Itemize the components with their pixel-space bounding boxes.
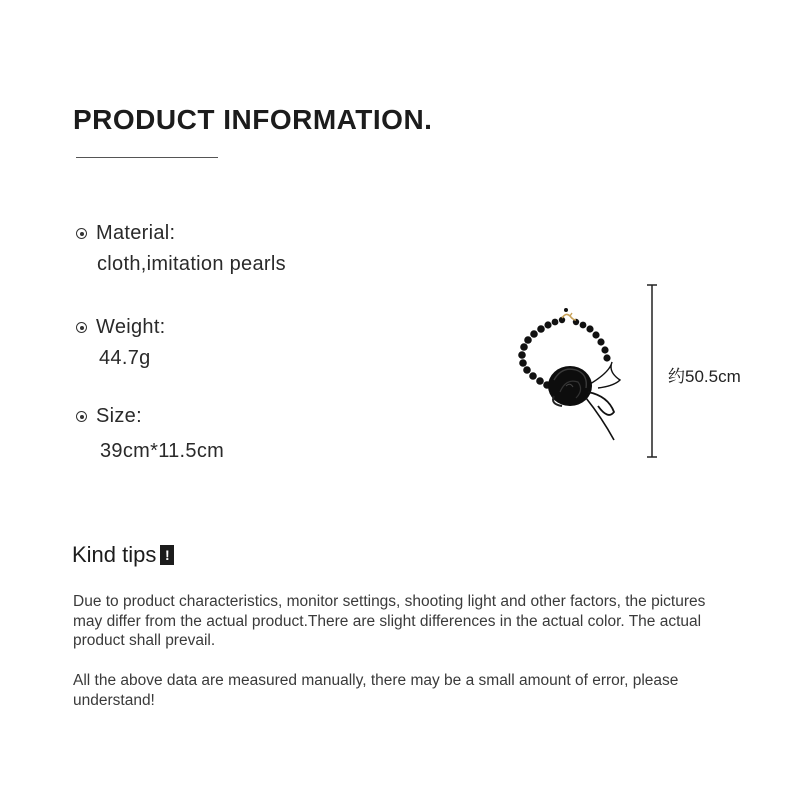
title-underline: [76, 157, 218, 158]
measurement-note-paragraph: All the above data are measured manually, there may be a small amount of error, please understand!: [73, 672, 679, 709]
spec-value: 39cm*11.5cm: [100, 440, 225, 462]
page-title: PRODUCT INFORMATION.: [73, 104, 433, 135]
spec-value: cloth,imitation pearls: [97, 253, 286, 275]
spec-value: 44.7g: [99, 347, 151, 369]
product-image-rose-choker: [510, 300, 650, 450]
warning-icon: !: [160, 545, 174, 565]
disclaimer-paragraph: Due to product characteristics, monitor settings, shooting light and other factors, the pictures may differ from the actual product.There are slight differences in the actual color. The actual product shall prevail.: [73, 593, 706, 649]
spec-label: Size:: [96, 405, 142, 427]
kind-tips-heading: [72, 542, 174, 568]
spec-material: [76, 222, 286, 276]
bullet-icon: [76, 411, 87, 422]
spec-label: Material:: [96, 222, 176, 244]
measurement-label: 约50.5cm: [668, 367, 741, 386]
measurement-bracket: [646, 284, 658, 458]
spec-label: Weight:: [96, 316, 166, 338]
spec-size: [76, 405, 224, 463]
bullet-icon: [76, 322, 87, 333]
kind-tips-label: Kind tips: [72, 542, 157, 567]
bullet-icon: [76, 228, 87, 239]
spec-weight: [76, 316, 166, 370]
